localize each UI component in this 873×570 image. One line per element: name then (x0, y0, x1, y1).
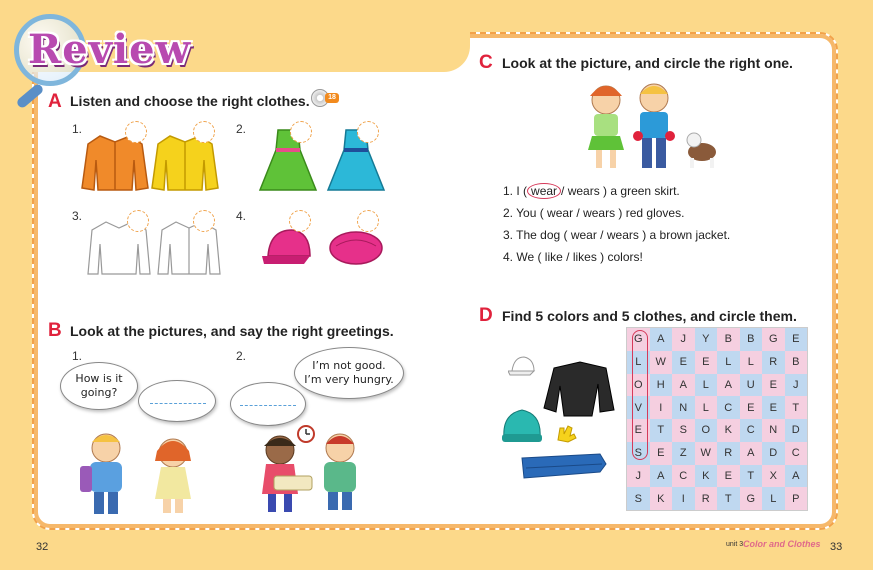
grid-cell[interactable]: D (785, 419, 808, 442)
grid-cell[interactable]: L (717, 351, 740, 374)
section-d-title: Find 5 colors and 5 clothes, and circle them. (502, 308, 797, 324)
choice-circle-a1-left[interactable] (125, 121, 147, 143)
section-b-letter: B (48, 320, 62, 341)
grid-cell[interactable]: W (695, 442, 718, 465)
grid-cell[interactable]: A (740, 442, 763, 465)
grid-cell[interactable]: E (717, 465, 740, 488)
grid-cell[interactable]: I (672, 487, 695, 510)
grid-cell[interactable]: K (650, 487, 673, 510)
left-page-number: 32 (36, 541, 49, 553)
grid-cell[interactable]: A (672, 374, 695, 397)
section-c-letter: C (479, 52, 493, 73)
grid-cell[interactable]: P (785, 487, 808, 510)
sentence-c1: 1. I ( wear / wears ) a green skirt. (503, 184, 680, 198)
choice-circle-a3-left[interactable] (127, 210, 149, 232)
grid-cell[interactable]: Y (695, 328, 718, 351)
unit-label: unit 3 (726, 541, 744, 548)
grid-cell[interactable]: J (627, 465, 650, 488)
girl-waving-picture (145, 435, 201, 515)
answer-line-b2[interactable] (240, 405, 296, 406)
grid-cell[interactable]: C (717, 396, 740, 419)
kids-and-dog-picture (586, 80, 726, 175)
section-d-letter: D (479, 305, 493, 326)
answer-bubble-b2[interactable] (230, 382, 306, 426)
choice-circle-a2-left[interactable] (290, 121, 312, 143)
choice-circle-a2-right[interactable] (357, 121, 379, 143)
grid-cell[interactable]: B (785, 351, 808, 374)
grid-cell[interactable]: E (627, 419, 650, 442)
white-cap-picture (508, 355, 536, 377)
grid-cell[interactable]: G (740, 487, 763, 510)
grid-cell[interactable]: T (740, 465, 763, 488)
sentence-c4: 4. We ( like / likes ) colors! (503, 250, 643, 264)
sentence-c2: 2. You ( wear / wears ) red gloves. (503, 206, 685, 220)
grid-cell[interactable]: W (650, 351, 673, 374)
grid-cell[interactable]: T (717, 487, 740, 510)
grid-cell[interactable]: J (672, 328, 695, 351)
pink-cap-picture (260, 224, 316, 268)
item-a4-number: 4. (236, 209, 247, 223)
grid-cell[interactable]: K (695, 465, 718, 488)
grid-cell[interactable]: E (762, 396, 785, 419)
choice-circle-a1-right[interactable] (193, 121, 215, 143)
grid-cell[interactable]: L (762, 487, 785, 510)
grid-cell[interactable]: K (717, 419, 740, 442)
grid-cell[interactable]: A (650, 328, 673, 351)
item-b1-number: 1. (72, 349, 83, 363)
section-b-title: Look at the pictures, and say the right greetings. (70, 323, 394, 339)
boy-with-backpack-picture (78, 430, 138, 516)
grid-cell[interactable]: A (717, 374, 740, 397)
grid-cell[interactable]: T (650, 419, 673, 442)
grid-cell[interactable]: E (695, 351, 718, 374)
grid-cell[interactable]: B (717, 328, 740, 351)
grid-cell[interactable]: E (740, 396, 763, 419)
grid-cell[interactable]: J (785, 374, 808, 397)
answer-line-b1[interactable] (150, 403, 206, 404)
sentence-c3: 3. The dog ( wear / wears ) a brown jacket. (503, 228, 731, 242)
page-title: Review (28, 26, 192, 73)
section-c-title: Look at the picture, and circle the right one. (502, 55, 793, 71)
grid-cell[interactable]: G (762, 328, 785, 351)
choice-circle-a4-right[interactable] (357, 210, 379, 232)
grid-cell[interactable]: H (650, 374, 673, 397)
grid-cell[interactable]: E (785, 328, 808, 351)
grid-cell[interactable]: N (762, 419, 785, 442)
speech-bubble-b1 (60, 362, 138, 410)
grid-cell[interactable]: A (650, 465, 673, 488)
speech-text-b2: I’m not good. I’m very hungry. (304, 358, 394, 386)
blue-jeans-picture (520, 450, 608, 484)
boy-waving-picture (314, 430, 366, 512)
grid-cell[interactable]: X (762, 465, 785, 488)
grid-cell[interactable]: O (695, 419, 718, 442)
grid-cell[interactable]: T (785, 396, 808, 419)
circled-word-glove (632, 330, 648, 460)
speech-text-b1: How is it going? (75, 371, 123, 399)
circled-answer-c1[interactable]: wear (527, 183, 561, 199)
yellow-gloves-picture (554, 424, 580, 444)
grid-cell[interactable]: C (672, 465, 695, 488)
grid-cell[interactable]: S (627, 442, 650, 465)
grid-cell[interactable]: S (627, 487, 650, 510)
grid-cell[interactable]: V (627, 396, 650, 419)
section-a-letter: A (48, 91, 62, 112)
grid-cell[interactable]: R (762, 351, 785, 374)
choice-circle-a4-left[interactable] (289, 210, 311, 232)
grid-cell[interactable]: N (672, 396, 695, 419)
grid-cell[interactable]: L (740, 351, 763, 374)
grid-cell[interactable]: B (740, 328, 763, 351)
grid-cell[interactable]: E (762, 374, 785, 397)
grid-cell[interactable]: L (695, 396, 718, 419)
item-a1-number: 1. (72, 122, 83, 136)
item-a3-number: 3. (72, 209, 83, 223)
speech-bubble-b2 (294, 347, 404, 399)
grid-cell[interactable]: G (627, 328, 650, 351)
grid-cell[interactable]: C (740, 419, 763, 442)
grid-cell[interactable]: O (627, 374, 650, 397)
grid-cell[interactable]: C (785, 442, 808, 465)
right-page-number: 33 (830, 541, 843, 553)
grid-cell[interactable]: E (672, 351, 695, 374)
item-a2-number: 2. (236, 122, 247, 136)
black-jacket-picture (540, 358, 618, 422)
grid-cell[interactable]: A (785, 465, 808, 488)
grid-cell[interactable]: I (650, 396, 673, 419)
grid-cell[interactable]: R (717, 442, 740, 465)
audio-track-badge: 18 (325, 93, 339, 103)
grid-cell[interactable]: Z (672, 442, 695, 465)
teal-hat-picture (498, 404, 546, 446)
item-b2-number: 2. (236, 349, 247, 363)
grid-cell[interactable]: R (695, 487, 718, 510)
answer-bubble-b1[interactable] (138, 380, 216, 422)
grid-cell[interactable]: U (740, 374, 763, 397)
unit-title: Color and Clothes (743, 539, 821, 549)
word-search-grid[interactable] (626, 327, 808, 511)
grid-cell[interactable]: E (650, 442, 673, 465)
grid-cell[interactable]: D (762, 442, 785, 465)
grid-cell[interactable]: L (627, 351, 650, 374)
grid-cell[interactable]: L (695, 374, 718, 397)
pink-beret-picture (326, 224, 386, 268)
girl-with-tray-picture (254, 432, 314, 514)
choice-circle-a3-right[interactable] (193, 210, 215, 232)
grid-cell[interactable]: S (672, 419, 695, 442)
section-a-title: Listen and choose the right clothes. (70, 93, 310, 109)
